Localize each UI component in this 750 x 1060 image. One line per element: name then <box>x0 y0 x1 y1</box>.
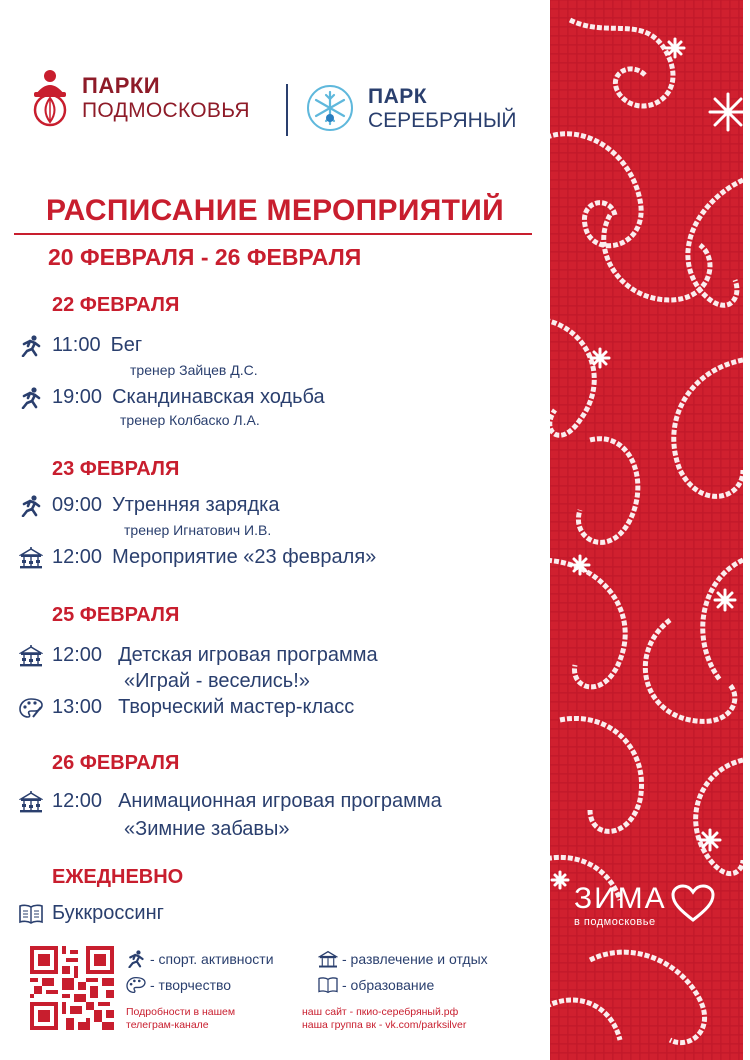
day-heading-22: 22 ФЕВРАЛЯ <box>52 294 180 316</box>
event-time: 09:00 <box>52 494 103 516</box>
event-time: 11:00 <box>52 334 101 356</box>
event-trainer: тренер Зайцев Д.С. <box>130 362 258 378</box>
event-title: Утренняя зарядка <box>112 494 280 516</box>
event-title: Бег <box>110 334 143 356</box>
event-title: Анимационная игровая программа <box>118 790 442 812</box>
daily-event-title: Буккроссинг <box>52 902 164 924</box>
header-logos <box>28 62 528 142</box>
daily-heading: ЕЖЕДНЕВНО <box>52 866 184 888</box>
event-title: Мероприятие «23 февраля» <box>112 546 377 568</box>
qr-code[interactable] <box>30 946 114 1030</box>
event-title: Творческий мастер-класс <box>118 696 355 718</box>
winter-logo-region: в подмосковье <box>574 916 656 928</box>
event-row <box>18 902 164 925</box>
logo-divider <box>286 84 288 136</box>
book-icon <box>18 903 44 925</box>
telegram-note-line2: телеграм-канале <box>126 1019 209 1032</box>
event-trainer: тренер Игнатович И.В. <box>124 522 272 538</box>
decorative-banner <box>550 0 743 1060</box>
logo-right-line1: ПАРК <box>368 84 428 108</box>
event-row <box>18 790 442 813</box>
runner-icon <box>126 950 146 968</box>
logo-right-line2: СЕРЕБРЯНЫЙ <box>368 108 517 132</box>
runner-icon <box>18 387 44 409</box>
carousel-icon <box>318 950 338 968</box>
date-range: 20 ФЕВРАЛЯ - 26 ФЕВРАЛЯ <box>48 244 362 270</box>
event-title-continued: «Играй - веселись!» <box>124 670 310 692</box>
event-trainer: тренер Колбаско Л.А. <box>120 412 260 428</box>
legend-entertainment-label: - развлечение и отдых <box>342 951 488 967</box>
logo-left-line1: ПАРКИ <box>82 73 161 98</box>
leaf-hat-icon <box>28 68 72 128</box>
event-row <box>18 386 325 409</box>
park-serebryany-logo <box>306 84 517 132</box>
snowflake-badge-icon <box>306 84 354 132</box>
event-title-continued: «Зимние забавы» <box>124 818 290 840</box>
event-time: 13:00 <box>52 696 103 718</box>
legend-education-label: - образование <box>342 977 435 993</box>
runner-icon <box>18 335 44 357</box>
parks-podmoskovya-logo <box>28 68 250 128</box>
site-link[interactable]: наш сайт - пкио-серебряный.рф <box>302 1006 459 1018</box>
logo-left-line2: ПОДМОСКОВЬЯ <box>82 99 250 122</box>
event-title: Детская игровая программа <box>118 644 378 666</box>
title-underline <box>14 233 532 235</box>
heart-icon <box>670 884 716 924</box>
event-row <box>18 644 378 667</box>
event-title: Скандинавская ходьба <box>112 386 325 408</box>
carousel-icon <box>18 791 44 813</box>
day-heading-25: 25 ФЕВРАЛЯ <box>52 604 180 626</box>
palette-icon <box>18 697 44 719</box>
legend-creativity-label: - творчество <box>150 977 232 993</box>
contacts <box>302 1006 466 1032</box>
winter-logo-title: ЗИМА <box>574 882 667 915</box>
legend-creativity <box>126 976 231 994</box>
day-heading-23: 23 ФЕВРАЛЯ <box>52 458 180 480</box>
legend-education <box>318 976 434 994</box>
vk-link[interactable]: наша группа вк - vk.com/parksilver <box>302 1019 467 1032</box>
runner-icon <box>18 495 44 517</box>
legend-sport-label: - спорт. активности <box>150 951 274 967</box>
palette-icon <box>126 976 146 994</box>
day-heading-26: 26 ФЕВРАЛЯ <box>52 752 180 774</box>
event-row <box>18 334 142 357</box>
carousel-icon <box>18 547 44 569</box>
event-row <box>18 546 376 569</box>
telegram-note[interactable] <box>126 1006 235 1032</box>
book-icon <box>318 976 338 994</box>
legend-entertainment <box>318 950 488 968</box>
event-row <box>18 696 354 719</box>
event-row <box>18 494 279 517</box>
winter-logo <box>574 884 667 928</box>
event-time: 19:00 <box>52 386 103 408</box>
page-title: РАСПИСАНИЕ МЕРОПРИЯТИЙ <box>46 194 504 227</box>
telegram-note-line1: Подробности в нашем <box>126 1006 236 1018</box>
carousel-icon <box>18 645 44 667</box>
legend-sport <box>126 950 274 968</box>
event-time: 12:00 <box>52 546 103 568</box>
event-time: 12:00 <box>52 790 103 812</box>
event-time: 12:00 <box>52 644 103 666</box>
